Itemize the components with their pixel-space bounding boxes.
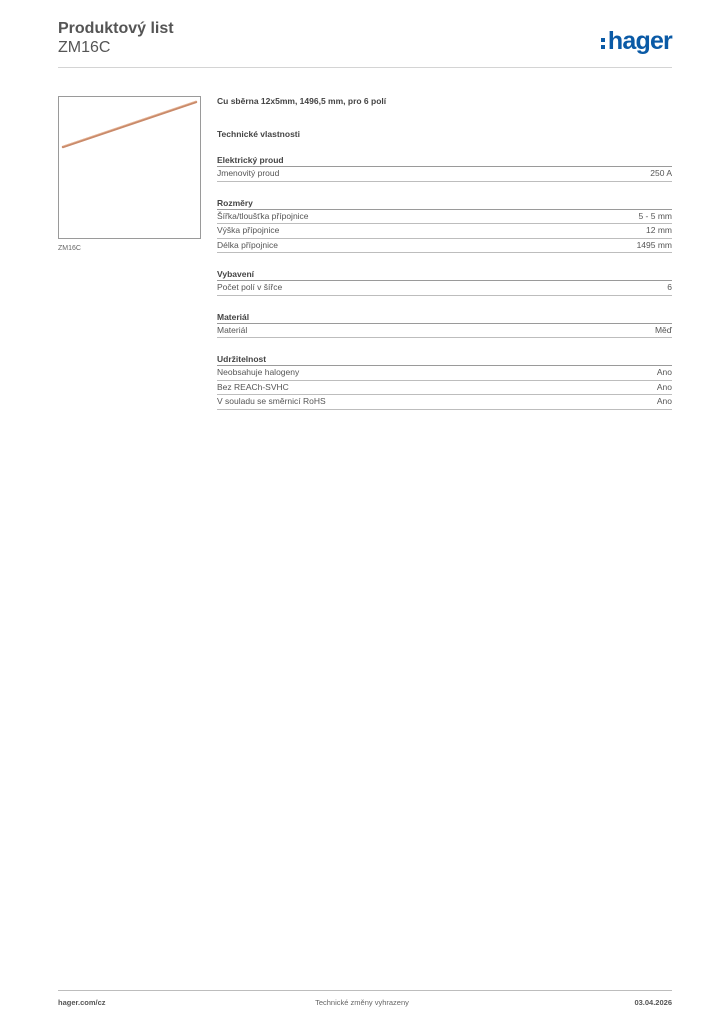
specifications: [217, 96, 672, 410]
spec-value: Měď: [654, 324, 672, 335]
logo-dots-icon: [601, 38, 605, 49]
product-image: [58, 96, 201, 239]
spec-value: Ano: [656, 381, 672, 392]
spec-label: Výška přípojnice: [217, 225, 280, 235]
spec-row: [217, 167, 672, 182]
spec-group: [217, 198, 672, 254]
spec-group: [217, 269, 672, 296]
spec-group: [217, 354, 672, 410]
footer-website[interactable]: hager.com/cz: [58, 998, 106, 1007]
spec-label: Materiál: [217, 324, 248, 335]
spec-row: [217, 239, 672, 254]
spec-value: 5 - 5 mm: [638, 210, 672, 221]
spec-group-title: Udržitelnost: [217, 354, 672, 366]
footer-notice: Technické změny vyhrazeny: [315, 998, 409, 1007]
spec-label: Šířka/tloušťka přípojnice: [217, 210, 309, 221]
product-code: ZM16C: [58, 39, 111, 56]
spec-value: 12 mm: [646, 225, 672, 235]
spec-group-title: Rozměry: [217, 198, 672, 210]
tech-properties-title: Technické vlastnosti: [217, 129, 300, 139]
spec-value: 1495 mm: [636, 239, 672, 250]
hager-logo: [601, 27, 672, 55]
spec-label: V souladu se směrnicí RoHS: [217, 396, 326, 406]
spec-row: [217, 210, 672, 225]
spec-group: [217, 155, 672, 182]
spec-label: Počet polí v šířce: [217, 282, 283, 292]
product-description: Cu sběrna 12x5mm, 1496,5 mm, pro 6 polí: [217, 96, 387, 106]
spec-row: [217, 324, 672, 339]
spec-label: Jmenovitý proud: [217, 168, 280, 178]
spec-label: Neobsahuje halogeny: [217, 367, 300, 377]
spec-group-title: Materiál: [217, 312, 672, 324]
spec-group-title: Elektrický proud: [217, 155, 672, 167]
footer-date: 03.04.2026: [634, 998, 672, 1007]
spec-row: [217, 381, 672, 396]
spec-label: Bez REACh-SVHC: [217, 381, 289, 392]
spec-group: [217, 312, 672, 339]
spec-value: Ano: [656, 396, 672, 406]
spec-value: 6: [667, 282, 672, 292]
document-title: Produktový list: [58, 20, 174, 37]
spec-row: [217, 281, 672, 296]
spec-row: [217, 395, 672, 410]
spec-value: Ano: [656, 367, 672, 377]
header-divider: [58, 67, 672, 68]
spec-row: [217, 366, 672, 381]
spec-group-title: Vybavení: [217, 269, 672, 281]
footer-divider: [58, 990, 672, 991]
spec-row: [217, 224, 672, 239]
logo-wordmark: hager: [607, 26, 672, 55]
busbar-icon: [59, 97, 200, 238]
spec-groups: [217, 155, 672, 410]
spec-label: Délka přípojnice: [217, 239, 278, 250]
spec-value: 250 A: [650, 168, 672, 178]
image-caption: ZM16C: [58, 245, 81, 252]
